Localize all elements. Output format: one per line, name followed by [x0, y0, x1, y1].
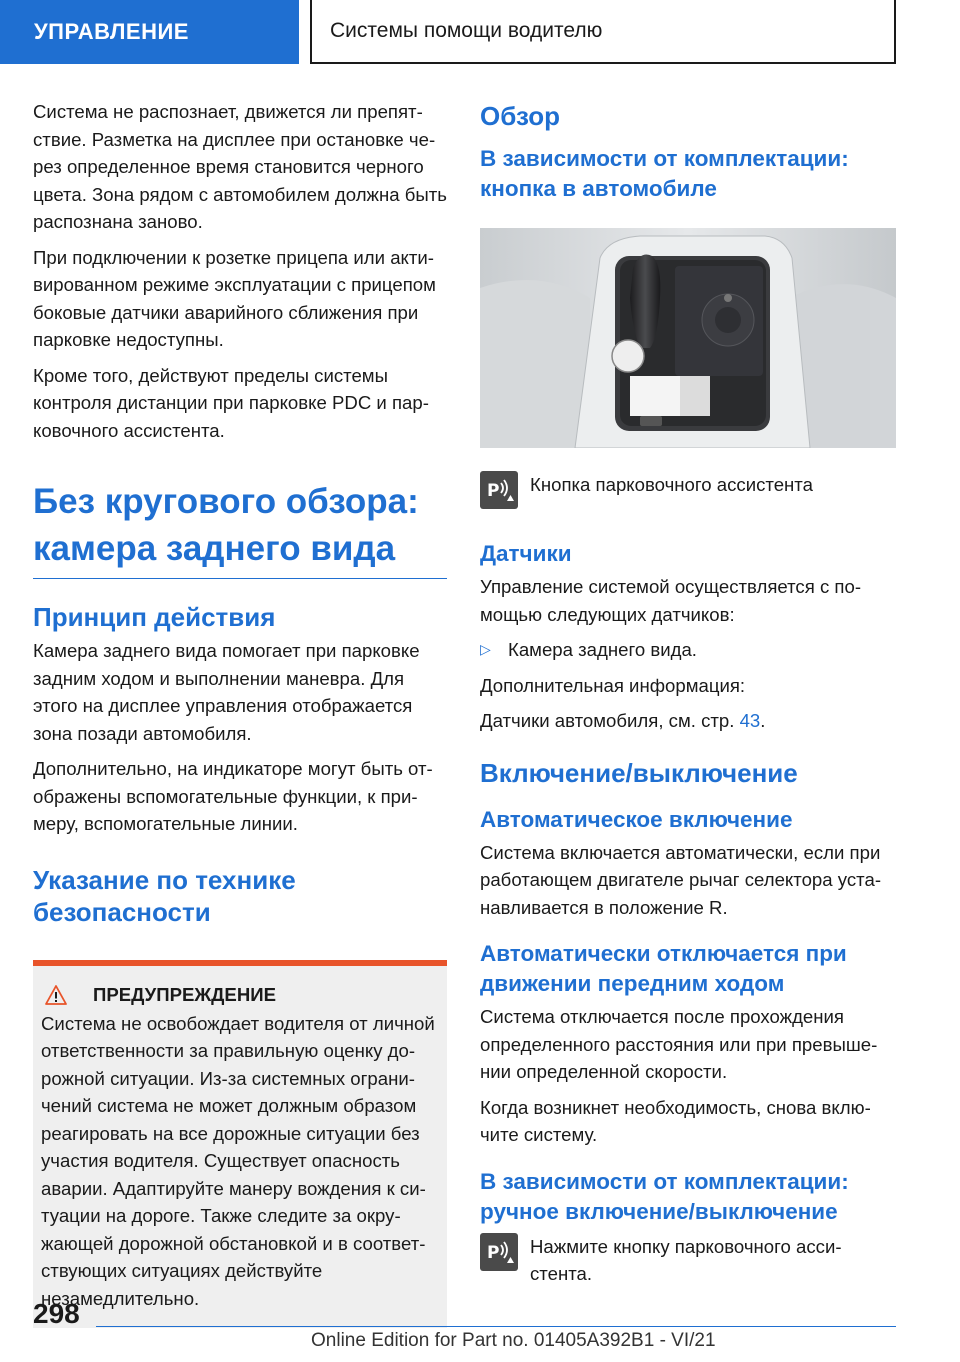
paragraph: При подключении к розетке прицепа или активированном режиме эксплуатации с прицепом боковые датчики аварийного сближения при парковке недоступны.	[33, 246, 436, 350]
footer-edition: Online Edition for Part no. 01405A392B1 - VI/21	[311, 1330, 716, 1351]
paragraph: Система не распознает, движется ли препятствие. Разметка на дисплее при остановке через определенное время становится черного цвета. Зона рядом с автомобилем должна быть распознана заново.	[33, 101, 447, 232]
paragraph: Дополнительная информация:	[480, 674, 746, 696]
paragraph: Дополнительно, на индикаторе могут быть отображены вспомогательные функции, к примеру, вспомогательные линии.	[33, 758, 433, 834]
parking-assistant-icon	[480, 1233, 518, 1271]
paragraph: Камера заднего вида помогает при парковке задним ходом и выполнении маневра. Для этого на дисплее управления отображается зона позади автомобиля.	[33, 640, 420, 744]
chapter-title: Системы помощи водителю	[310, 0, 896, 64]
warning-text: Система не освобождает водителя от личной ответственности за правильную оценку дорожной ситуации. Из-за системных ограничений система не может должным образом реагировать на все дорожные ситуации без участия водителя. Существует опасность аварии. Адаптируйте манеру вождения к ситуации на дороге. Также следите за окружающей дорожной обстановкой и в соответствующих ситуациях действуйте незамедлительно.	[41, 1012, 435, 1309]
svg-text:P: P	[487, 1242, 500, 1263]
ref-end: .	[760, 710, 766, 731]
warning-box	[33, 960, 447, 1329]
warning-title: ПРЕДУПРЕЖДЕНИЕ	[93, 983, 277, 1005]
footer-rule	[96, 1326, 896, 1327]
subheading-manual: В зависимости от комплектации: ручное включение/выключение	[480, 1168, 849, 1224]
paragraph: Система включается автоматически, если при работающем двигателе рычаг селектора устанавливается в положение R.	[480, 841, 882, 918]
subheading-auto-off: Автоматически отключается при движении передним ходом	[480, 941, 847, 996]
subheading-safety: Указание по технике безопасности	[33, 864, 296, 927]
subheading-principle: Принцип действия	[33, 602, 276, 632]
subheading-equipment-button: В зависимости от комплектации: кнопка в автомобиле	[480, 146, 849, 201]
center-console-photo	[480, 228, 896, 448]
page-link[interactable]: 43	[739, 710, 761, 731]
svg-text:P: P	[487, 481, 500, 501]
warning-triangle-icon	[45, 985, 67, 1005]
page-number: 298	[33, 1298, 80, 1329]
subheading-auto-on: Автоматическое включение	[480, 806, 793, 832]
section-heading: Без кругового обзора: камера заднего вида	[33, 482, 419, 568]
section-tab: УПРАВЛЕНИЕ	[0, 0, 299, 64]
paragraph: Когда возникнет необходимость, снова включите систему.	[480, 1096, 871, 1145]
subheading-onoff: Включение/выключение	[480, 757, 798, 788]
cross-reference	[480, 707, 896, 735]
bullet-triangle-icon: ▷	[480, 641, 491, 657]
icon-caption: Кнопка парковочного ассистента	[530, 474, 813, 495]
icon-caption-row	[480, 471, 896, 509]
parking-assistant-icon	[480, 471, 518, 509]
left-column	[33, 98, 447, 1328]
list-item-text: Камера заднего вида.	[508, 639, 697, 660]
ref-text: Датчики автомобиля, см. стр.	[480, 710, 740, 731]
instruction-text: Нажмите кнопку парковочного ассистента.	[530, 1235, 842, 1284]
icon-instruction-row	[480, 1233, 896, 1288]
warning-header	[41, 984, 439, 1006]
list-item	[480, 636, 896, 664]
section-heading-block	[33, 478, 447, 579]
subheading-overview: Обзор	[480, 101, 560, 131]
paragraph: Система отключается после прохождения определенного расстояния или при превышении определенной скорости.	[480, 1006, 878, 1082]
paragraph: Управление системой осуществляется с помощью следующих датчиков:	[480, 576, 862, 625]
subheading-sensors: Датчики	[480, 541, 572, 566]
right-column	[480, 98, 896, 1288]
paragraph: Кроме того, действуют пределы системы контроля дистанции при парковке PDC и парковочного ассистента.	[33, 364, 429, 441]
